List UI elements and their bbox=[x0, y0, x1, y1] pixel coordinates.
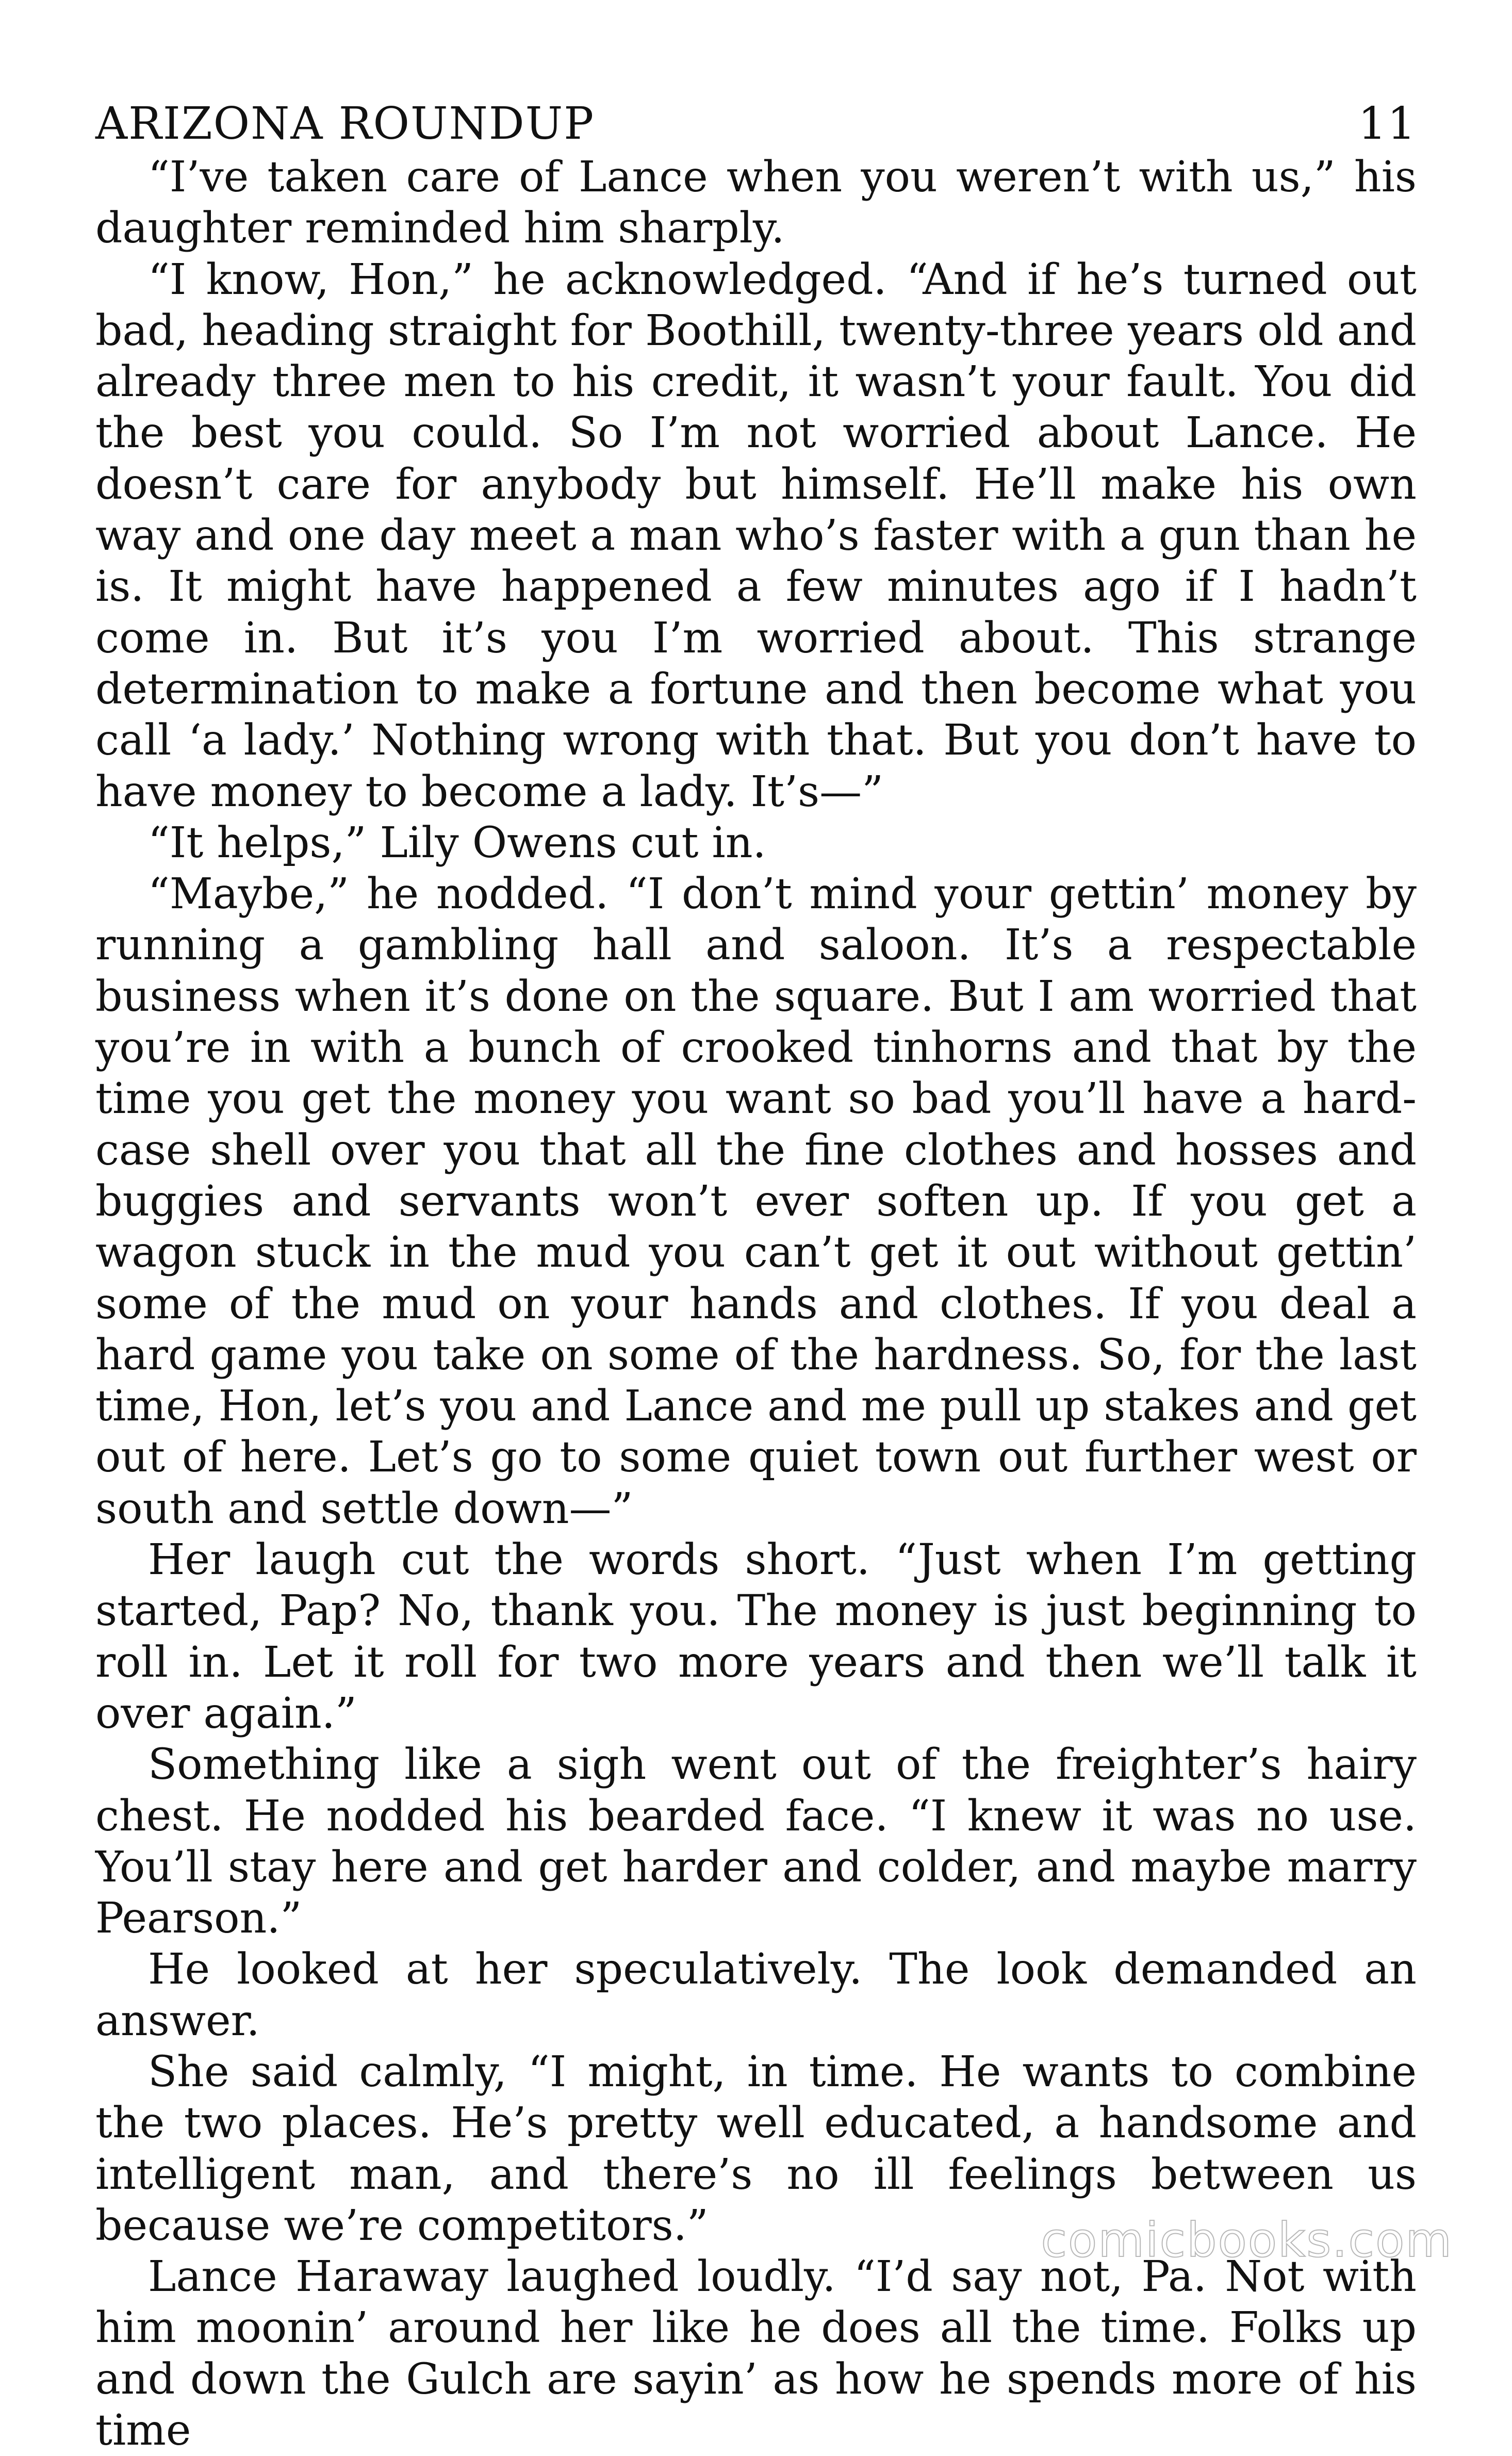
watermark: comicbooks.com bbox=[1041, 2213, 1453, 2268]
paragraph: Her laugh cut the words short. “Just when I’m getting started, Pap? No, thank you. The money is just beginning to roll in. Let it roll for two more years and then we’ll talk it over again.” bbox=[95, 1535, 1417, 1738]
paragraph: Lance Haraway laughed loudly. “I’d say not, Pa. Not with him moonin’ around her like he does all the time. Folks up and down the Gulch are sayin’ as how he spends more of his time bbox=[95, 2252, 1417, 2455]
paragraph: “I know, Hon,” he acknowledged. “And if he’s turned out bad, heading straight for Boothill, twenty-three years old and already three men to his credit, it wasn’t your fault. You did the best you could. So I’m not worried about Lance. He doesn’t care for anybody but himself. He’ll make his own way and one day meet a man who’s faster with a gun than he is. It might have happened a few minutes ago if I hadn’t come in. But it’s you I’m worried about. This strange determination to make a fortune and then become what you call ‘a lady.’ Nothing wrong with that. But you don’t have to have money to become a lady. It’s—” bbox=[95, 255, 1417, 816]
running-title: ARIZONA ROUNDUP bbox=[95, 98, 595, 150]
running-head bbox=[95, 98, 1417, 150]
paragraph: Something like a sigh went out of the freighter’s hairy chest. He nodded his bearded face. “I knew it was no use. You’ll stay here and get harder and colder, and maybe marry Pearson.” bbox=[95, 1740, 1417, 1943]
paragraph: “It helps,” Lily Owens cut in. bbox=[148, 818, 766, 867]
paragraph: She said calmly, “I might, in time. He wants to combine the two places. He’s pretty well educated, a handsome and intelligent man, and there’s no ill feelings between us because we’re competitors.” bbox=[95, 2047, 1417, 2250]
paragraph: “I’ve taken care of Lance when you weren’t with us,” his daughter reminded him sharply. bbox=[95, 153, 1417, 253]
book-page bbox=[95, 98, 1417, 2456]
body-text bbox=[95, 152, 1417, 2456]
paragraph: “Maybe,” he nodded. “I don’t mind your gettin’ money by running a gambling hall and saloon. It’s a respectable business when it’s done on the square. But I am worried that you’re in with a bunch of crooked tinhorns and that by the time you get the money you want so bad you’ll have a hard-case shell over you that all the fine clothes and hosses and buggies and servants won’t ever soften up. If you get a wagon stuck in the mud you can’t get it out without gettin’ some of the mud on your hands and clothes. If you deal a hard game you take on some of the hardness. So, for the last time, Hon, let’s you and Lance and me pull up stakes and get out of here. Let’s go to some quiet town out further west or south and settle down—” bbox=[95, 870, 1417, 1533]
page-number: 11 bbox=[1358, 98, 1417, 150]
paragraph: He looked at her speculatively. The look demanded an answer. bbox=[95, 1945, 1417, 2045]
